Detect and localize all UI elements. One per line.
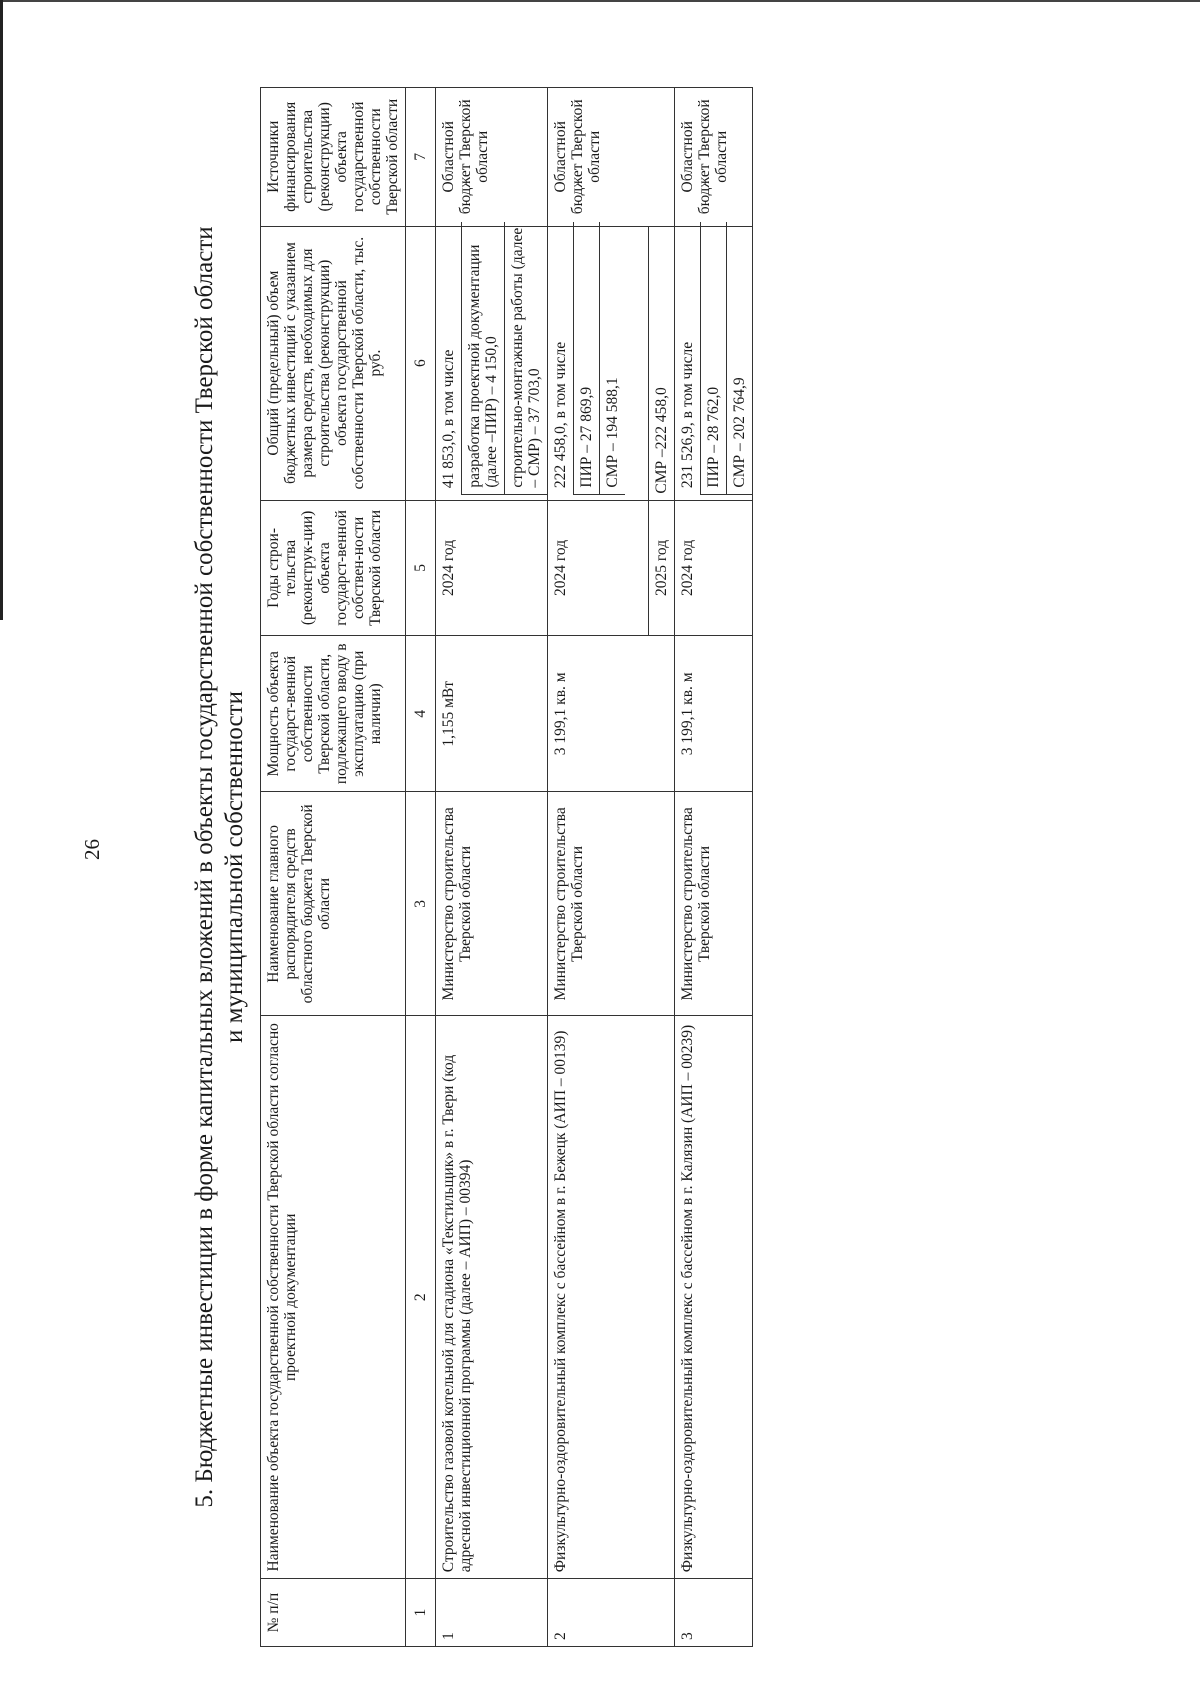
header-source: Источники финансирования строительства (реконструкции) объекта государственной собственности Тверской области <box>261 88 406 227</box>
capacity: 1,155 мВт <box>436 636 548 792</box>
financing-source: Областной бюджет Тверской области <box>675 88 753 227</box>
column-number: 5 <box>406 500 436 636</box>
investment-cell <box>675 226 753 500</box>
header-capacity: Мощность объекта государст-венной собственности Тверской области, подлежащего вводу в эксплуатацию (при наличии) <box>261 636 406 792</box>
row-num: 2 <box>548 1579 675 1647</box>
investment-pir: ПИР – 28 762,0 <box>701 222 727 495</box>
page-number: 26 <box>80 839 104 860</box>
years-2025: 2025 год <box>649 500 675 636</box>
years: 2024 год <box>436 500 548 636</box>
section-subtitle: и муниципальной собственности <box>221 691 248 1043</box>
investment-cell <box>548 226 649 500</box>
object-name: Строительство газовой котельной для стадиона «Текстильщик» в г. Твери (код адресной инвестиционной программы (далее – АИП) – 00394) <box>436 1016 548 1579</box>
header-investment: Общий (предельный) объем бюджетных инвестиций с указанием размера средств, необходимых для строительства (реконструкции) объекта государственной собственности Тверской области, тыс. руб. <box>261 226 406 500</box>
investment-cell <box>436 226 548 500</box>
header-manager: Наименование главного распорядителя средств областного бюджета Тверской области <box>261 792 406 1016</box>
financing-source: Областной бюджет Тверской области <box>436 88 548 227</box>
header-object-name: Наименование объекта государственной собственности Тверской области согласно проектной документации <box>261 1016 406 1579</box>
capacity: 3 199,1 кв. м <box>548 636 675 792</box>
table-row <box>548 88 649 1647</box>
row-num: 3 <box>675 1579 753 1647</box>
manager: Министерство строительства Тверской области <box>675 792 753 1016</box>
row-num: 1 <box>436 1579 548 1647</box>
column-number: 6 <box>406 226 436 500</box>
column-number-row <box>406 88 436 1647</box>
investment-total: 231 526,9, в том числе <box>679 341 696 489</box>
investment-smr: СМР – 202 764,9 <box>727 222 753 495</box>
column-number: 3 <box>406 792 436 1016</box>
header-row <box>261 88 406 1647</box>
investment-2025: СМР –222 458,0 <box>649 226 675 500</box>
table-row <box>675 88 753 1647</box>
investment-smr: СМР – 194 588,1 <box>600 222 626 495</box>
object-name: Физкультурно-оздоровительный комплекс с бассейном в г. Калязин (АИП – 00239) <box>675 1016 753 1579</box>
investment-breakdown <box>548 222 625 495</box>
section-title: 5. Бюджетные инвестиции в форме капитальных вложений в объекты государственной собственности Тверской области <box>191 226 218 1508</box>
years: 2024 год <box>548 500 649 636</box>
object-name: Физкультурно-оздоровительный комплекс с бассейном в г. Бежецк (АИП – 00139) <box>548 1016 675 1579</box>
header-years: Годы строи-тельства (реконструк-ции) объекта государст-венной собствен-ности Тверской области <box>261 500 406 636</box>
investment-table <box>260 87 753 1647</box>
scan-top-edge <box>0 0 1200 2</box>
manager: Министерство строительства Тверской области <box>548 792 675 1016</box>
rotated-page-content <box>190 82 1110 1652</box>
financing-source: Областной бюджет Тверской области <box>548 88 675 227</box>
column-number: 7 <box>406 88 436 227</box>
capacity: 3 199,1 кв. м <box>675 636 753 792</box>
table-row <box>436 88 548 1647</box>
investment-pir: ПИР – 27 869,9 <box>574 222 600 495</box>
column-number: 4 <box>406 636 436 792</box>
column-number: 2 <box>406 1016 436 1579</box>
header-num: № п/п <box>261 1579 406 1647</box>
investment-total: 41 853,0, в том числе <box>440 349 457 489</box>
scan-left-edge <box>0 0 3 620</box>
column-number: 1 <box>406 1579 436 1647</box>
investment-pir: разработка проектной документации (далее –ПИР) – 4 150,0 <box>462 222 505 495</box>
investment-total: 222 458,0, в том числе <box>552 341 569 489</box>
investment-breakdown <box>436 222 547 495</box>
manager: Министерство строительства Тверской области <box>436 792 548 1016</box>
years: 2024 год <box>675 500 753 636</box>
investment-smr: строительно-монтажные работы (далее – СМР) – 37 703,0 <box>505 222 548 495</box>
investment-breakdown <box>675 222 752 495</box>
